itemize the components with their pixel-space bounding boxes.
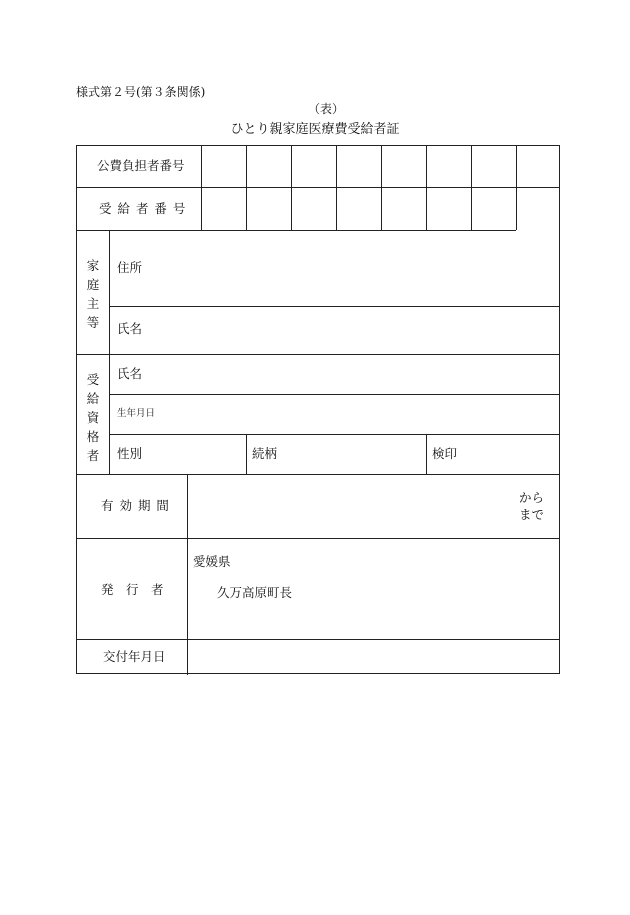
certificate-table xyxy=(76,145,560,674)
household-label-text: 家 庭 主 等 xyxy=(86,258,100,330)
household-label xyxy=(85,256,101,332)
row-divider xyxy=(109,434,559,435)
group-col-divider xyxy=(109,230,110,474)
label-col-divider xyxy=(187,474,188,675)
col-divider xyxy=(471,146,472,230)
col-divider xyxy=(291,146,292,230)
issuer-prefecture: 愛媛県 xyxy=(193,554,231,569)
row-divider xyxy=(77,639,559,640)
eligible-label xyxy=(85,370,101,465)
row-divider xyxy=(77,187,559,188)
col-divider xyxy=(336,146,337,230)
col-divider xyxy=(381,146,382,230)
row-divider xyxy=(109,394,559,395)
col-divider xyxy=(516,146,517,230)
certificate-title: ひとり親家庭医療費受給者証 xyxy=(230,122,400,137)
payer-number-label: 公費負担者番号 xyxy=(97,158,185,173)
sex-label: 性別 xyxy=(117,446,143,461)
col-divider xyxy=(246,434,247,474)
row-divider xyxy=(77,538,559,539)
validity-to: まで xyxy=(519,507,545,522)
col-divider xyxy=(201,146,202,230)
col-divider xyxy=(246,146,247,230)
validity-label: 有 効 期 間 xyxy=(101,498,170,513)
issue-date-label: 交付年月日 xyxy=(103,649,166,664)
issuer-label: 発 行 者 xyxy=(101,582,164,597)
form-number: 様式第２号(第３条関係) xyxy=(76,85,206,99)
seal-label: 検印 xyxy=(432,446,458,461)
side-label: （表） xyxy=(308,102,345,116)
row-divider xyxy=(109,306,559,307)
recipient-number-label: 受 給 者 番 号 xyxy=(99,201,187,216)
relationship-label: 続柄 xyxy=(252,446,278,461)
row-divider xyxy=(77,474,559,475)
household-name-label: 氏名 xyxy=(117,321,143,336)
row-divider xyxy=(77,354,559,355)
eligible-label-text: 受 給 資 格 者 xyxy=(86,372,100,463)
col-divider xyxy=(426,434,427,474)
household-address-label: 住所 xyxy=(117,260,143,275)
eligible-name-label: 氏名 xyxy=(117,366,143,381)
issuer-mayor: 久万高原町長 xyxy=(217,585,293,600)
row-divider-ghost xyxy=(77,230,559,231)
birthdate-label: 生年月日 xyxy=(117,408,156,419)
col-divider xyxy=(426,146,427,230)
validity-from: から xyxy=(519,490,545,505)
